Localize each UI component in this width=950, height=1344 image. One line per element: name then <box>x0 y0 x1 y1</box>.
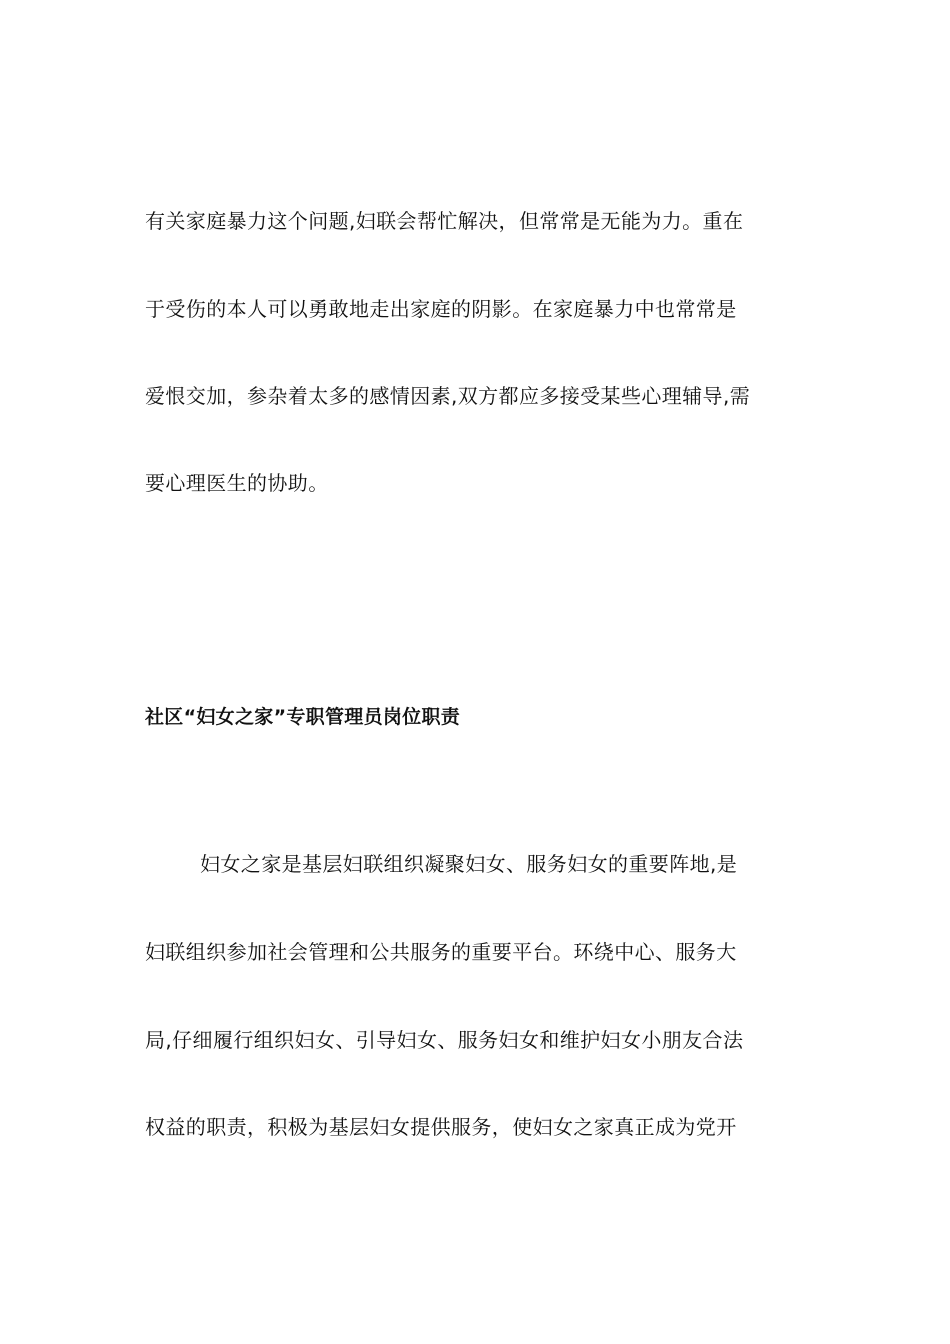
paragraph-1-line-1: 有关家庭暴力这个问题,妇联会帮忙解决，但常常是无能为力。重在 <box>145 209 744 233</box>
paragraph-2-line-3: 局,仔细履行组织妇女、引导妇女、服务妇女和维护妇女小朋友合法 <box>145 1028 744 1052</box>
paragraph-2-line-1: 妇女之家是基层妇联组织凝聚妇女、服务妇女的重要阵地,是 <box>200 852 738 876</box>
paragraph-1-line-3: 爱恨交加，参杂着太多的感情因素,双方都应多接受某些心理辅导,需 <box>145 384 751 408</box>
section-heading: 社区“妇女之家”专职管理员岗位职责 <box>145 706 461 728</box>
paragraph-2-line-4: 权益的职责，积极为基层妇女提供服务，使妇女之家真正成为党开 <box>145 1115 737 1139</box>
paragraph-1-line-2: 于受伤的本人可以勇敢地走出家庭的阴影。在家庭暴力中也常常是 <box>145 297 737 321</box>
paragraph-2-line-2: 妇联组织参加社会管理和公共服务的重要平台。环绕中心、服务大 <box>145 940 737 964</box>
paragraph-1-line-4: 要心理医生的协助。 <box>145 471 329 495</box>
